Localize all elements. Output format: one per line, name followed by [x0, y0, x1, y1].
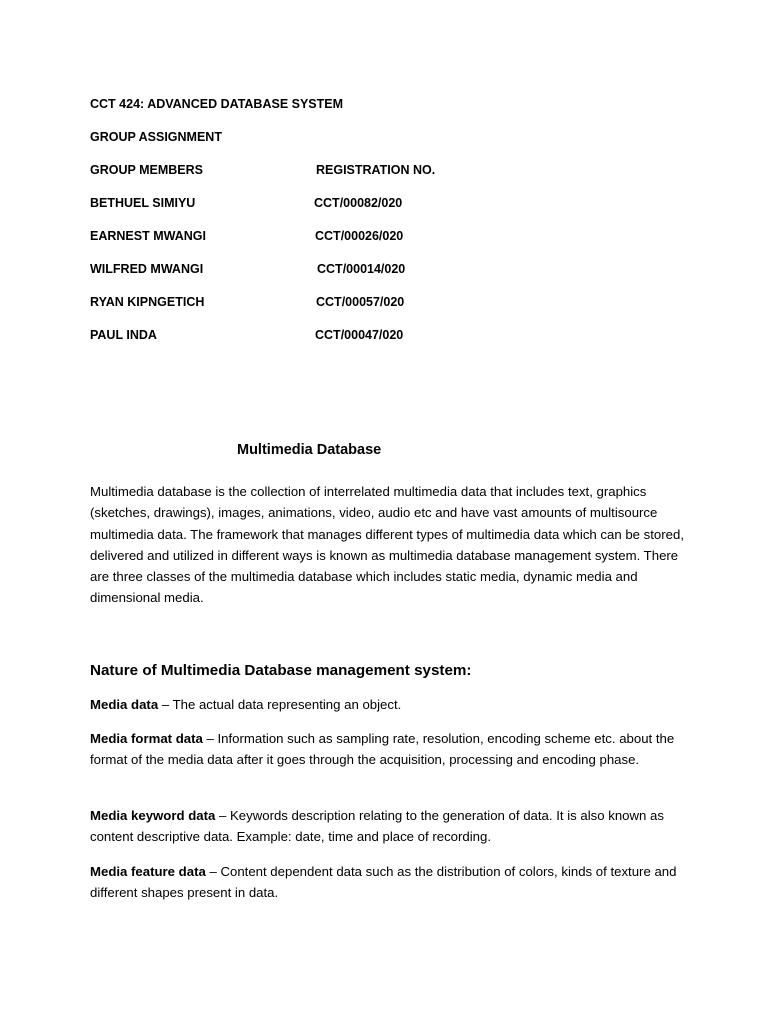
- member-reg: CCT/00082/020: [314, 196, 403, 210]
- course-title: CCT 424: ADVANCED DATABASE SYSTEM: [90, 97, 344, 111]
- member-reg: CCT/00047/020: [315, 328, 404, 342]
- member-reg: CCT/00014/020: [317, 262, 406, 276]
- definition-term: Media keyword data: [90, 808, 216, 823]
- definition-text: – Information such as sampling rate, resolution, encoding scheme etc. about the format of the media data after it goes through the acquisition, processing and encoding phase.: [90, 731, 675, 768]
- assignment-label: GROUP ASSIGNMENT: [90, 130, 222, 144]
- definition-text: – The actual data representing an object.: [158, 697, 402, 712]
- section-heading: Nature of Multimedia Database management system:: [90, 662, 472, 679]
- member-name: BETHUEL SIMIYU: [90, 196, 196, 210]
- definition-media-keyword-data: [90, 805, 686, 848]
- definition-media-format-data: [90, 728, 686, 771]
- definition-term: Media format data: [90, 731, 203, 746]
- member-name: EARNEST MWANGI: [90, 229, 206, 243]
- definition-text: – Keywords description relating to the generation of data. It is also known as content descriptive data. Example: date, time and place of recording.: [90, 808, 664, 845]
- members-column-header: GROUP MEMBERS: [90, 163, 203, 177]
- definition-term: Media feature data: [90, 864, 206, 879]
- member-name: RYAN KIPNGETICH: [90, 295, 205, 309]
- definition-text: – Content dependent data such as the distribution of colors, kinds of texture and different shapes present in data.: [90, 864, 677, 901]
- section-title: Multimedia Database: [237, 442, 382, 458]
- member-name: PAUL INDA: [90, 328, 157, 342]
- member-reg: CCT/00057/020: [316, 295, 405, 309]
- definition-media-feature-data: [90, 861, 686, 904]
- definition-term: Media data: [90, 697, 159, 712]
- member-name: WILFRED MWANGI: [90, 262, 204, 276]
- definition-media-data: [90, 694, 686, 715]
- member-reg: CCT/00026/020: [315, 229, 404, 243]
- registration-column-header: REGISTRATION NO.: [316, 163, 436, 177]
- intro-paragraph: Multimedia database is the collection of interrelated multimedia data that includes text, graphics (sketches, drawings), images, animations, video, audio etc and have vast amounts of multisource multimedia data. The framework that manages different types of multimedia data which can be stored, delivered and utilized in different ways is known as multimedia database management system. There are three classes of the multimedia database which includes static media, dynamic media and dimensional media.: [90, 484, 684, 606]
